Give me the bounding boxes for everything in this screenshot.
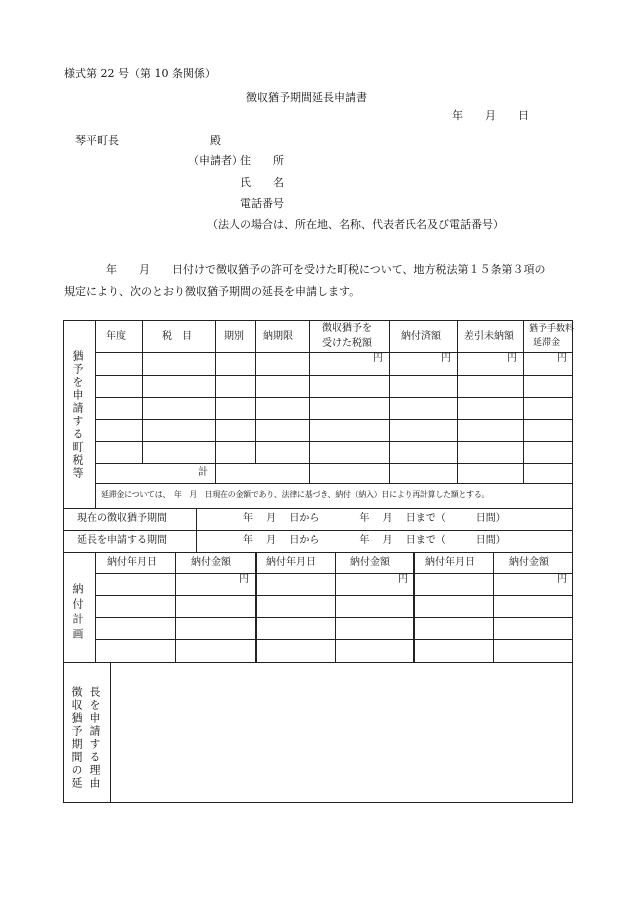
phone-label: 電話番号 (240, 197, 284, 210)
extend-period-field: 年 月 日から 年 月 日まで（ 日間） (243, 535, 506, 546)
plan-amount-header: 納付金額 (350, 557, 390, 568)
current-period-label: 現在の徴収猶予期間 (77, 513, 167, 524)
header-amount-line1: 徴収猶予を (322, 323, 372, 334)
applicant-label: （申請者） (188, 154, 243, 167)
plan-date-header: 納付年月日 (107, 557, 157, 568)
body-text-line1: 年 月 日付けで徴収猶予の許可を受けた町税について、地方税法第１５条第３項の (106, 263, 546, 276)
body-text-line2: 規定により、次のとおり徴収猶予期間の延長を申請します。 (64, 285, 361, 298)
header-late-line2: 延滞金 (533, 338, 561, 348)
yen-unit: 円 (373, 353, 383, 364)
header-tax-item: 税 目 (162, 331, 192, 342)
name-label: 氏 名 (240, 176, 284, 189)
header-period: 期別 (224, 331, 244, 342)
current-period-field: 年 月 日から 年 月 日まで（ 日間） (243, 513, 506, 524)
header-paid: 納付済額 (401, 331, 441, 342)
plan-amount-header: 納付金額 (191, 557, 231, 568)
total-label: 計 (198, 467, 208, 478)
form-number: 様式第 22 号（第 10 条関係） (64, 67, 216, 80)
tax-side-label: 猶予を申請する町税等 (71, 350, 84, 480)
honorific: 殿 (210, 134, 221, 147)
plan-side-label: 納付計画 (71, 583, 84, 643)
yen-unit: 円 (441, 353, 451, 364)
address-label: 住 所 (240, 154, 284, 167)
date-field: 年 月 日 (452, 109, 529, 122)
addressee: 琴平町長 (75, 134, 119, 147)
yen-unit: 円 (557, 574, 567, 585)
header-due-date: 納期限 (263, 331, 293, 342)
header-year: 年度 (106, 331, 126, 342)
reason-side-label-col2: 徴収猶予期間の延 (70, 686, 83, 790)
extend-period-label: 延長を申請する期間 (77, 535, 167, 546)
plan-amount-header: 納付金額 (509, 557, 549, 568)
yen-unit: 円 (557, 353, 567, 364)
header-amount-line2: 受けた税額 (322, 338, 372, 349)
reason-side-label-col1: 長を申請する理由 (88, 686, 101, 790)
yen-unit: 円 (398, 574, 408, 585)
plan-date-header: 納付年月日 (425, 557, 475, 568)
header-unpaid: 差引未納額 (464, 331, 514, 342)
late-fee-note: 延滞金については、 年 月 日現在の金額であり、法律に基づき、納付（納入）日により再計算した額とする。 (101, 490, 490, 499)
corporate-note: （法人の場合は、所在地、名称、代表者氏名及び電話番号） (207, 218, 504, 231)
document-title: 徴収猶予期間延長申請書 (246, 91, 367, 104)
header-late-line1: 猶予手数料 (529, 324, 575, 334)
yen-unit: 円 (239, 574, 249, 585)
yen-unit: 円 (507, 353, 517, 364)
plan-date-header: 納付年月日 (266, 557, 316, 568)
